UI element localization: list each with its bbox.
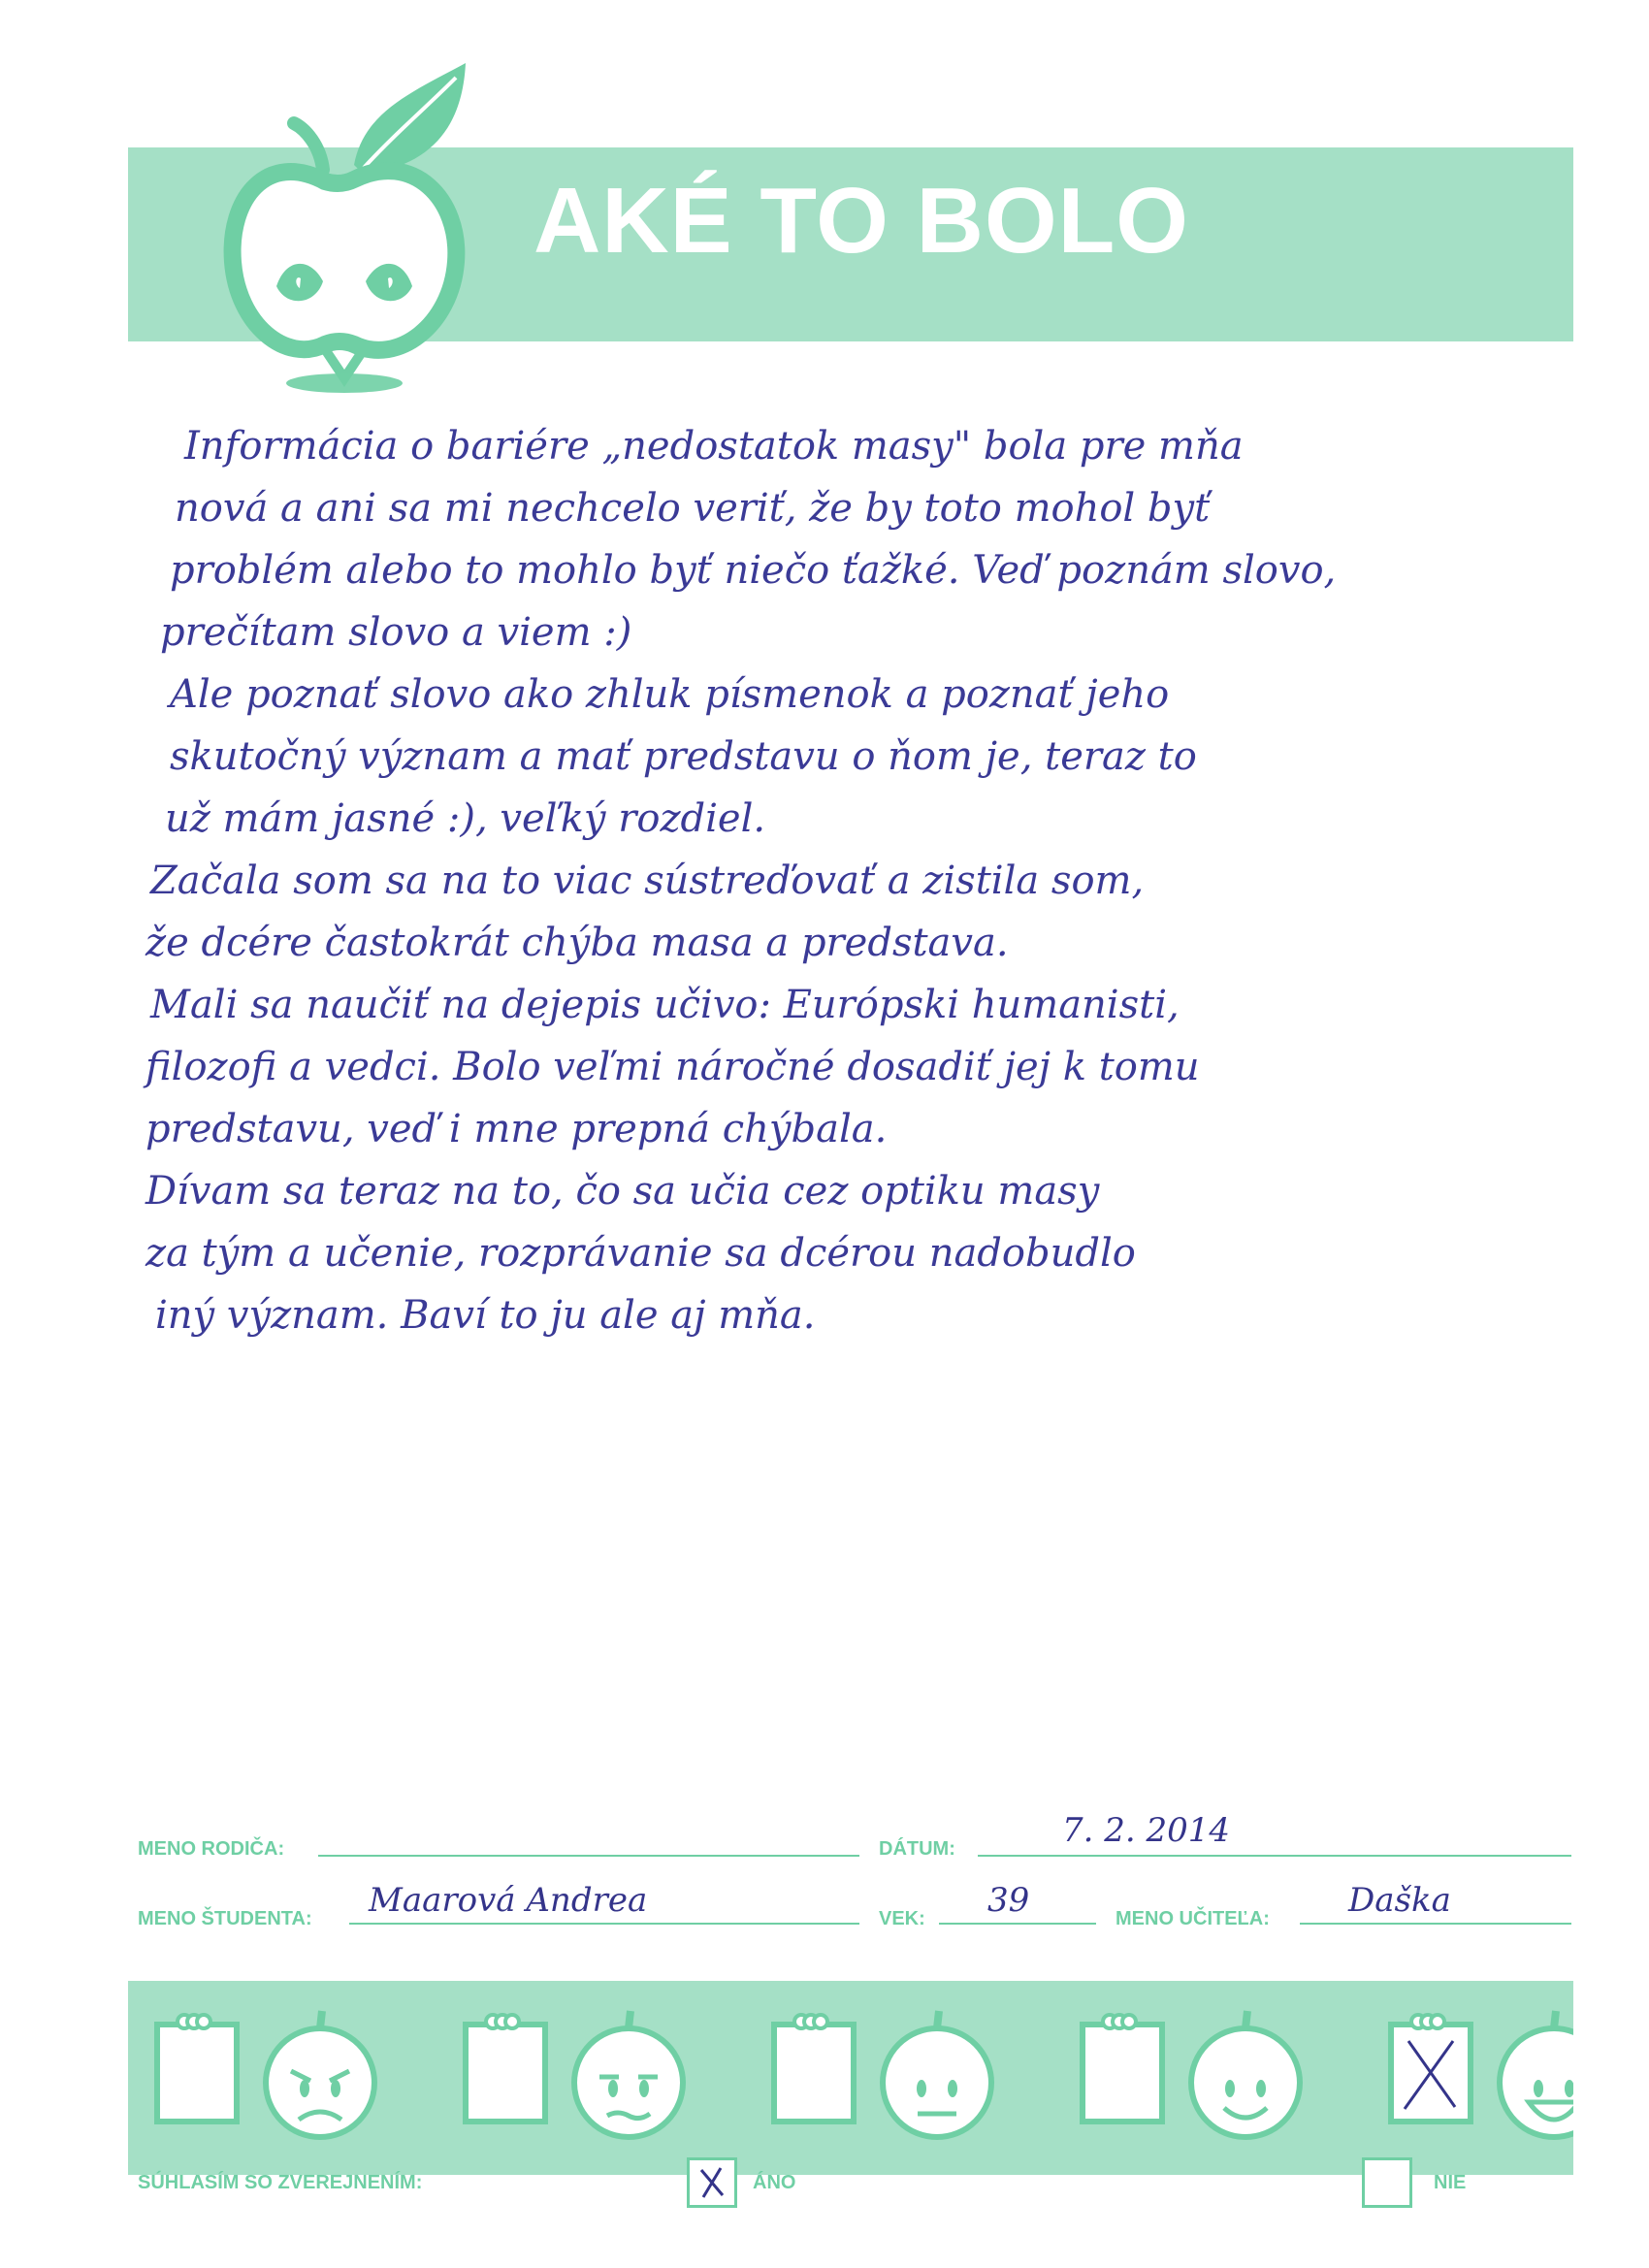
age-value: 39 [987,1881,1030,1920]
binder-ring-icon [1431,2015,1444,2028]
text-line: nová a ani sa mi nechcelo veriť, že by toto mohol byť [175,486,1211,531]
consent-yes-checkbox[interactable] [687,2157,737,2208]
rating-option-1[interactable] [157,2011,374,2137]
rating-checkbox[interactable] [774,2025,854,2122]
consent-no-label: NIE [1434,2172,1467,2193]
rating-option-2[interactable] [466,2011,683,2137]
age-label: VEK: [879,1908,925,1929]
text-line: prečítam slovo a viem :) [160,610,632,655]
student-name-value: Maarová Andrea [369,1881,648,1920]
apple-logo-icon [209,53,490,403]
consent-yes-label: ÁNO [753,2172,796,2193]
binder-ring-icon [1122,2015,1136,2028]
text-line: Mali sa naučiť na dejepis učivo: Európski humanisti, [150,983,1180,1027]
page-title: AKÉ TO BOLO [534,169,1189,273]
text-line: skutočný význam a mať predstavu o ňom je, teraz to [170,734,1197,779]
checkmark-x-icon [690,2160,734,2205]
student-name-field[interactable] [349,1923,859,1925]
text-line: že dcére častokrát chýba masa a predstava. [146,921,1009,965]
rating-checkbox[interactable] [466,2025,545,2122]
date-label: DÁTUM: [879,1838,955,1860]
teacher-name-field[interactable] [1300,1923,1571,1925]
teacher-name-value: Daška [1348,1881,1451,1920]
apple-face-icon-5 [1500,2011,1573,2137]
text-line: problém alebo to mohlo byť niečo ťažké. Veď poznám slovo, [170,548,1337,593]
binder-ring-icon [505,2015,519,2028]
text-line: Začala som sa na to viac sústreďovať a zistila som, [150,859,1145,903]
date-value: 7. 2. 2014 [1062,1811,1231,1850]
student-name-label: MENO ŠTUDENTA: [138,1908,312,1929]
apple-face-icon-2 [574,2011,683,2137]
text-line: filozofi a vedci. Bolo veľmi náročné dosadiť jej k tomu [146,1045,1200,1089]
apple-face-icon-1 [266,2011,374,2137]
text-line: Dívam sa teraz na to, čo sa učia cez optiku masy [146,1169,1100,1214]
binder-ring-icon [814,2015,827,2028]
age-field[interactable] [939,1923,1096,1925]
apple-face-icon-4 [1191,2011,1300,2137]
text-line: predstavu, veď i mne prepná chýbala. [146,1107,888,1151]
parent-name-label: MENO RODIČA: [138,1838,285,1860]
rating-option-5[interactable] [1391,2011,1573,2137]
apple-face-icon-3 [883,2011,991,2137]
rating-checkbox[interactable] [1083,2025,1162,2122]
consent-label: SÚHLASÍM SO ZVEREJNENÍM: [138,2172,423,2193]
consent-no-checkbox[interactable] [1362,2157,1412,2208]
text-line: Informácia o bariére „nedostatok masy" bola pre mňa [184,424,1244,469]
teacher-name-label: MENO UČITEĽA: [1116,1908,1270,1929]
text-line: iný význam. Baví to ju ale aj mňa. [155,1293,816,1338]
binder-ring-icon [197,2015,210,2028]
rating-option-3[interactable] [774,2011,991,2137]
handwritten-text [146,415,1600,1346]
text-line: Ale poznať slovo ako zhluk písmenok a poznať jeho [170,672,1170,717]
parent-name-field[interactable] [318,1855,859,1857]
text-line: za tým a učenie, rozprávanie sa dcérou nadobudlo [146,1231,1136,1276]
rating-option-4[interactable] [1083,2011,1300,2137]
rating-checkbox[interactable] [157,2025,237,2122]
rating-options [128,1981,1573,2175]
date-field[interactable] [978,1855,1571,1857]
text-line: už mám jasné :), veľký rozdiel. [165,796,766,841]
